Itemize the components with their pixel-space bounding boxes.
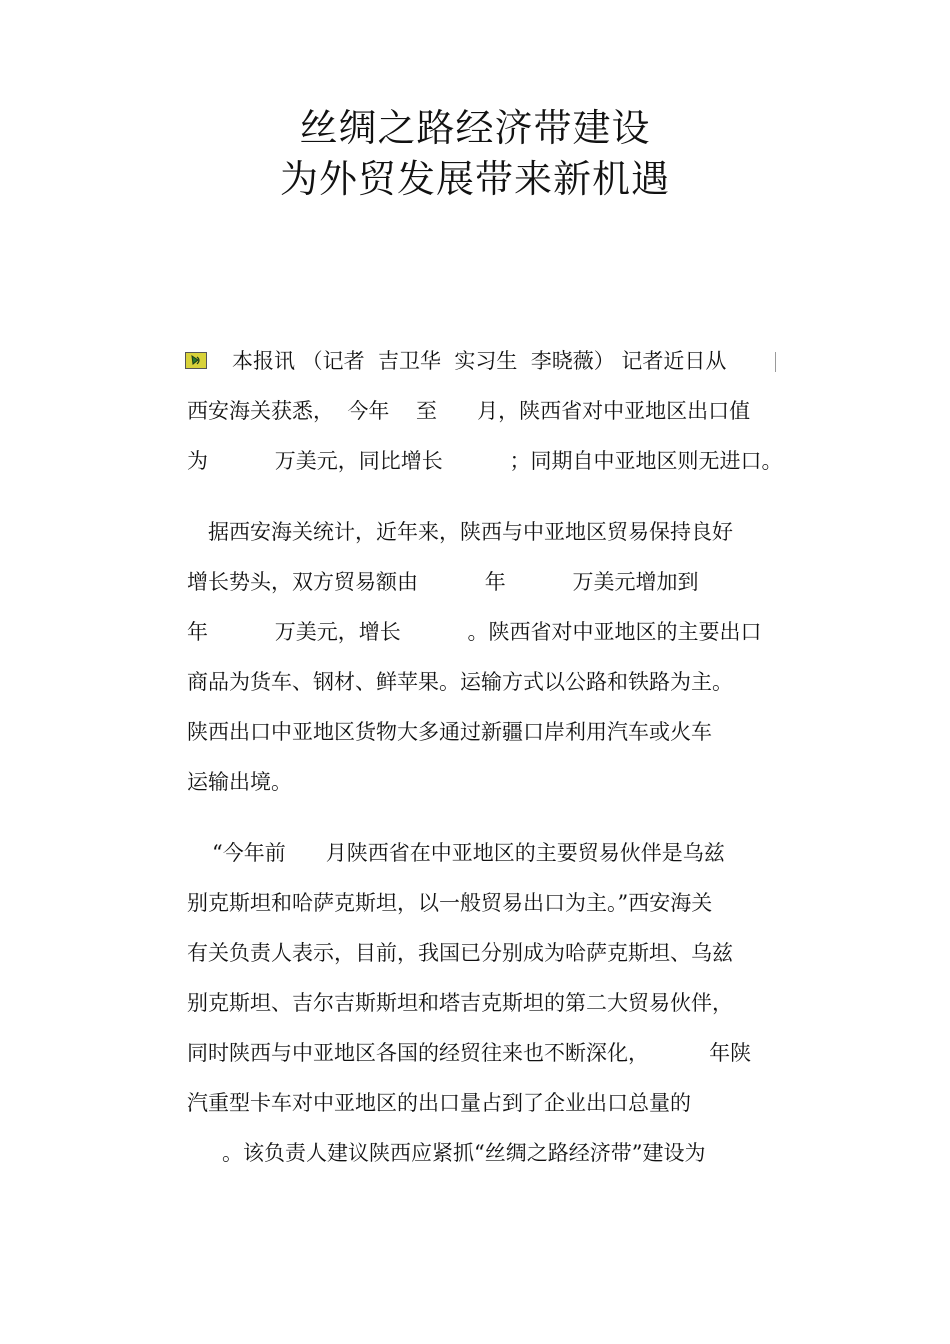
paragraph-2-line-5: 陕西出口中亚地区货物大多通过新疆口岸利用汽车或火车	[187, 720, 712, 744]
paragraph-1-line-3: 为 万美元，同比增长 ；同期自中亚地区则无进口。	[187, 449, 783, 473]
paragraph-2-line-3: 年 万美元，增长 。陕西省对中亚地区的主要出口	[187, 620, 762, 644]
document-icon[interactable]	[185, 352, 207, 369]
paragraph-2-line-1: 据西安海关统计，近年来，陕西与中亚地区贸易保持良好	[208, 520, 733, 544]
title-line-1: 丝绸之路经济带建设	[299, 106, 651, 150]
paragraph-3-line-3: 有关负责人表示，目前，我国已分别成为哈萨克斯坦、乌兹	[187, 941, 733, 965]
paragraph-3-line-5: 同时陕西与中亚地区各国的经贸往来也不断深化， 年陕	[187, 1041, 752, 1065]
paragraph-1-line-1: 本报讯 （记者 吉卫华 实习生 李晓薇） 记者近日从	[232, 349, 727, 373]
paragraph-2-line-4: 商品为货车、钢材、鲜苹果。运输方式以公路和铁路为主。	[187, 670, 733, 694]
text-cursor	[775, 352, 776, 372]
paragraph-2-line-2: 增长势头，双方贸易额由 年 万美元增加到	[187, 570, 699, 594]
paragraph-3-line-4: 别克斯坦、吉尔吉斯斯坦和塔吉克斯坦的第二大贸易伙伴，	[187, 991, 733, 1015]
paragraph-3-line-7: 。该负责人建议陕西应紧抓“丝绸之路经济带”建设为	[222, 1141, 706, 1165]
paragraph-3-line-2: 别克斯坦和哈萨克斯坦，以一般贸易出口为主。”西安海关	[187, 891, 713, 915]
paragraph-3-line-1: “今年前 月陕西省在中亚地区的主要贸易伙伴是乌兹	[212, 841, 725, 865]
paragraph-1-line-2: 西安海关获悉， 今年 至 月，陕西省对中亚地区出口值	[187, 399, 751, 423]
title-line-2: 为外贸发展带来新机遇	[279, 157, 670, 201]
paragraph-3-line-6: 汽重型卡车对中亚地区的出口量占到了企业出口总量的	[187, 1091, 691, 1115]
paragraph-2-line-6: 运输出境。	[187, 770, 292, 794]
